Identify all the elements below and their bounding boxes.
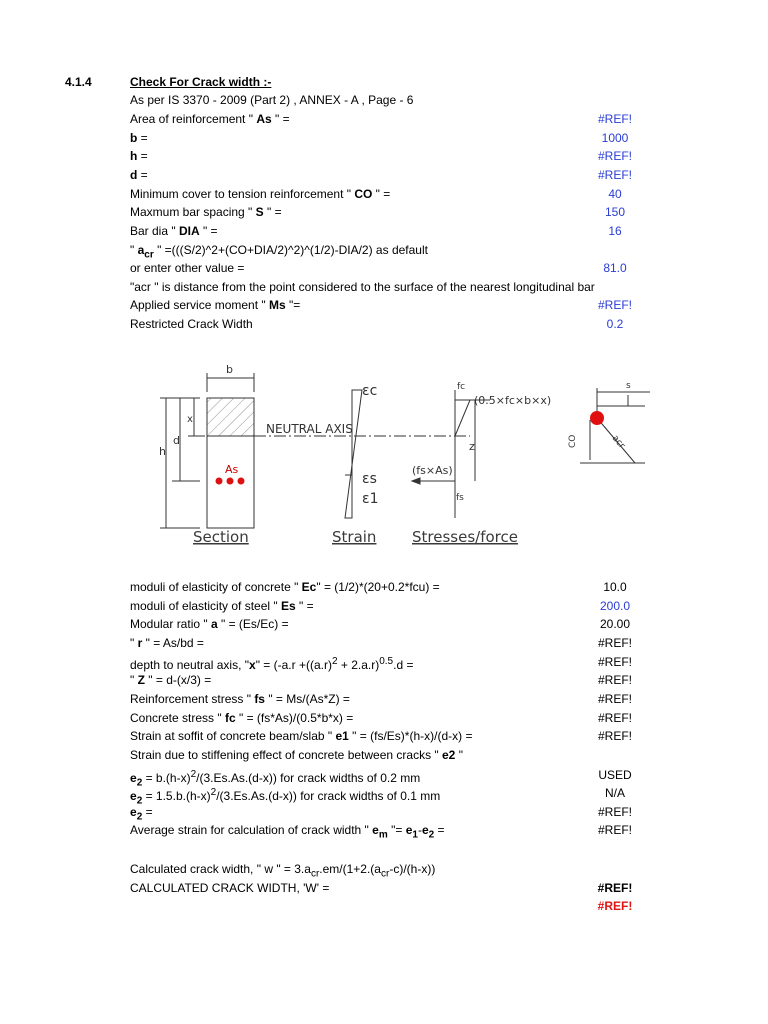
input-row-value[interactable]: 150 <box>604 205 626 219</box>
calc-row-label: Strain due to stiffening effect of concrete between cracks " e2 " <box>130 748 463 762</box>
dim-b: b <box>226 363 233 376</box>
calc-row-value: #REF! <box>597 729 632 743</box>
calc-row-label: $e_2$ = <box>130 805 153 823</box>
crack-width-value[interactable]: 0.2 <box>606 317 624 331</box>
calc-row-label: moduli of elasticity of steel " Es " = <box>130 599 314 613</box>
neutral-axis-label: NEUTRAL AXIS <box>266 422 353 436</box>
final-formula: Calculated crack width, " w " = $3.a_{cr}.em/(1+2.(a_{cr}-c)/(h-x))$ <box>130 862 436 880</box>
strain-e1: ε1 <box>362 491 379 507</box>
calc-row-value: #REF! <box>597 673 632 687</box>
inset-rebar <box>590 411 604 425</box>
calc-row-label: Average strain for calculation of crack width " $e_m$ "= $e_1-e_2$ = <box>130 823 445 841</box>
calc-row-value: USED <box>598 768 632 782</box>
input-row-value[interactable]: 16 <box>608 224 622 238</box>
calc-row-label: Concrete stress " fc " = (fs*As)/(0.5*b*x) = <box>130 711 354 725</box>
section-number: 4.1.4 <box>65 75 92 89</box>
section-drawing <box>160 373 254 528</box>
stress-compression: (0.5×fc×b×x) <box>474 394 552 407</box>
label-as: As <box>225 463 239 476</box>
calc-row-label: $e_2 = 1.5.b.(h-x)^2/(3.Es.As.(d-x))$ for crack widths of 0.1 mm <box>130 787 441 807</box>
final-label: CALCULATED CRACK WIDTH, 'W' = <box>130 881 330 895</box>
input-row-value[interactable]: #REF! <box>597 149 632 163</box>
calc-row-value: #REF! <box>597 823 632 837</box>
calc-row-value: #REF! <box>597 655 632 669</box>
moment-value[interactable]: #REF! <box>597 298 632 312</box>
calc-row-value: #REF! <box>597 711 632 725</box>
strain-ec: εc <box>362 383 378 399</box>
rebar-2 <box>227 478 234 485</box>
rebar-3 <box>238 478 245 485</box>
calc-row-value: 20.00 <box>599 617 631 631</box>
inset-co: CO <box>568 434 578 448</box>
input-row-label: h = <box>130 149 148 163</box>
final-value-red: #REF! <box>597 899 633 913</box>
input-row-label: Minimum cover to tension reinforcement " CO " = <box>130 187 391 201</box>
input-row-label: Bar dia " DIA " = <box>130 224 218 238</box>
calc-row-value: #REF! <box>597 692 632 706</box>
calc-row-label: Strain at soffit of concrete beam/slab " e1 " = (fs/Es)*(h-x)/(d-x) = <box>130 729 473 743</box>
section-title: Check For Crack width :- <box>130 75 272 89</box>
input-row-label: Maxmum bar spacing " S " = <box>130 205 282 219</box>
strain-es: εs <box>362 471 377 487</box>
calc-row-label: Reinforcement stress " fs " = Ms/(As*Z) = <box>130 692 350 706</box>
caption-section: Section <box>193 528 249 546</box>
final-value: #REF! <box>597 881 633 895</box>
moment-label: Applied service moment " Ms "= <box>130 298 301 312</box>
dim-x: x <box>187 414 193 425</box>
calc-row-label: " r " = As/bd = <box>130 636 204 650</box>
calc-row-label: depth to neutral axis, "x" = ($-a.r +((a.r)^2 + 2.a.r)^{0.5}.d$ = <box>130 656 414 672</box>
input-row-value[interactable]: 40 <box>608 187 622 201</box>
input-row-value[interactable]: 1000 <box>601 131 629 145</box>
calc-row-label: moduli of elasticity of concrete " Ec" = (1/2)*(20+0.2*fcu) = <box>130 580 440 594</box>
strain-drawing <box>345 390 362 518</box>
acr-other-value[interactable]: 81.0 <box>603 261 627 275</box>
input-row-value[interactable]: #REF! <box>597 112 632 126</box>
calc-row-label: $e_2 = b.(h-x)^2/(3.Es.As.(d-x))$ for crack widths of 0.2 mm <box>130 769 421 789</box>
inset-s: s <box>626 381 631 391</box>
stress-fc: fc <box>457 382 466 392</box>
caption-strain: Strain <box>332 528 377 546</box>
inset-acr: acr <box>609 433 627 451</box>
caption-stresses: Stresses/force <box>412 528 518 546</box>
calc-row-value: 10.0 <box>603 580 627 594</box>
acr-other-label: or enter other value = <box>130 261 245 275</box>
acr-formula: " $a_{cr}$ " =(((S/2)^2+(CO+DIA/2)^2)^(1/2)-DIA/2) as default <box>130 243 428 261</box>
stress-tension: (fs×As) <box>412 464 453 477</box>
crack-width-label: Restricted Crack Width <box>130 317 253 331</box>
acr-note: "acr " is distance from the point considered to the surface of the nearest longitudinal bar <box>130 280 595 294</box>
dim-d: d <box>173 434 180 447</box>
dim-h: h <box>159 445 166 458</box>
calc-row-value: #REF! <box>597 636 632 650</box>
calc-row-label: Modular ratio " a " = (Es/Ec) = <box>130 617 289 631</box>
cover-inset-drawing <box>580 388 650 463</box>
input-row-value[interactable]: #REF! <box>597 168 632 182</box>
stress-drawing <box>412 390 490 518</box>
reference-line: As per IS 3370 - 2009 (Part 2) , ANNEX - A , Page - 6 <box>130 93 414 107</box>
input-row-label: d = <box>130 168 148 182</box>
input-row-label: b = <box>130 131 148 145</box>
calc-row-value: N/A <box>604 786 625 800</box>
stress-z: z <box>469 440 475 453</box>
rebar-1 <box>216 478 223 485</box>
section-strain-stress-diagram <box>0 360 768 550</box>
stress-fs: fs <box>456 493 464 503</box>
calc-row-label: " Z " = d-(x/3) = <box>130 673 212 687</box>
calc-row-value: 200.0 <box>599 599 631 613</box>
input-row-label: Area of reinforcement " As " = <box>130 112 290 126</box>
calc-row-value: #REF! <box>597 805 632 819</box>
